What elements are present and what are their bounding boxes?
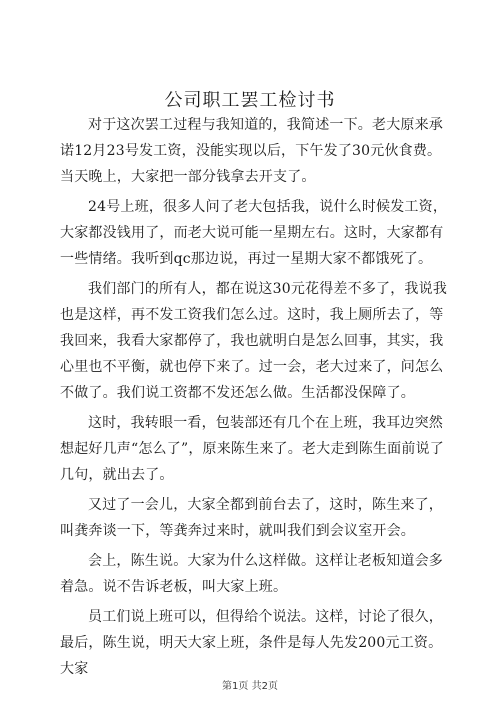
page-number-footer: 第1页 共2页 xyxy=(222,681,278,692)
document-title: 公司职工罢工检讨书 xyxy=(164,90,336,111)
paragraph-4: 这时，我转眼一看，包装部还有几个在上班，我耳边突然想起好几声“怎么了”，原来陈生来了。老大走到陈生面前说了几句，就出去了。 xyxy=(60,415,444,483)
paragraph-1: 对于这次罢工过程与我知道的，我简述一下。老大原来承诺12月23号发工资，没能实现以后，下午发了30元伙食费。当天晚上，大家把一部分钱拿去开支了。 xyxy=(60,117,443,185)
paragraph-2: 24号上班，很多人问了老大包括我，说什么时候发工资，大家都没钱用了，而老大说可能一星期左右。这时，大家都有一些情绪。我听到qc那边说，再过一星期大家不都饿死了。 xyxy=(60,199,448,267)
paragraph-6: 会上，陈生说。大家为什么这样做。这样让老板知道会多着急。说不告诉老板，叫大家上班。 xyxy=(60,553,443,595)
document-body xyxy=(60,112,448,682)
paragraph-5: 又过了一会儿，大家全都到前台去了，这时，陈生来了，叫龚奔谈一下，等龚奔过来时，就叫我们到会议室开会。 xyxy=(60,497,443,539)
paragraph-7: 员工们说上班可以，但得给个说法。这样，讨论了很久，最后，陈生说，明天大家上班，条件是每人先发200元工资。大家 xyxy=(60,609,443,677)
paragraph-3: 我们部门的所有人，都在说这30元花得差不多了，我说我也是这样，再不发工资我们怎么过。这时，我上厕所去了，等我回来，我看大家都停了，我也就明白是怎么回事，其实，我心里也不平衡，就也停下来了。过一会，老大过来了，问怎么不做了。我们说工资都不发还怎么做。生活都没保障了。 xyxy=(60,281,448,401)
